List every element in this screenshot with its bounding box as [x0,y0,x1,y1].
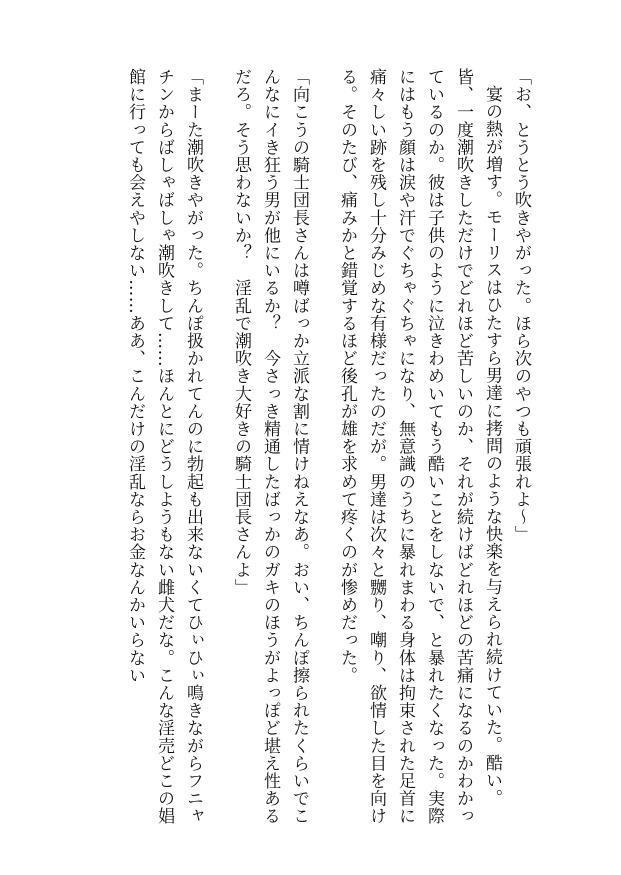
narration-paragraph: 宴の熱が増す。モーリスはひたすら男達に拷問のような快楽を与えられ続けていた。酷い。皆、一度潮吹きしただけでどれほど苦しいのか、それが続けばどれほどの苦痛になるのかわかっているのか。彼は子供のように泣きわめいてもう酷いことをしないで、と暴れたくなった。実際にはもう顔は涙や汗でぐちゃぐちゃになり、無意識のうちに暴れまわる身体は拘束された足首に痛々しい跡を残し十分みじめな有様だったのだが。男達は次々と嬲り、嘲り、欲情した目を向ける。そのたび、痛みかと錯覚するほど後孔が雄を求めて疼くのが惨めだった。 [337,68,502,825]
vertical-text-block [120,68,535,828]
dialogue-paragraph-1: 「お、とうとう吹きやがった。ほら次のやつも頑張れよ〜」 [511,68,531,544]
dialogue-paragraph-3: 「まーた潮吹きやがった。ちんぽ扱かれてんのに勃起も出来ないくてひぃひぃ鳴きながらフニャチンからばしゃばしゃ潮吹きして……ほんとにどうしようもない雌犬だな。こんな淫売どこの娼館に行っても会えやしない……ああ、こんだけの淫乱ならお金なんかいらない [125,68,203,825]
dialogue-paragraph-2: 「向こうの騎士団長さんは噂ばっか立派な割に情けねえなあ。おい、ちんぽ擦られたくらいでこんなにイき狂う男が他にいるか？ 今さっき精通したばっかのガキのほうがよっぽど堪え性あるだろ。そう思わないか？ 淫乱で潮吹き大好きの騎士団長さんよ」 [231,68,309,825]
